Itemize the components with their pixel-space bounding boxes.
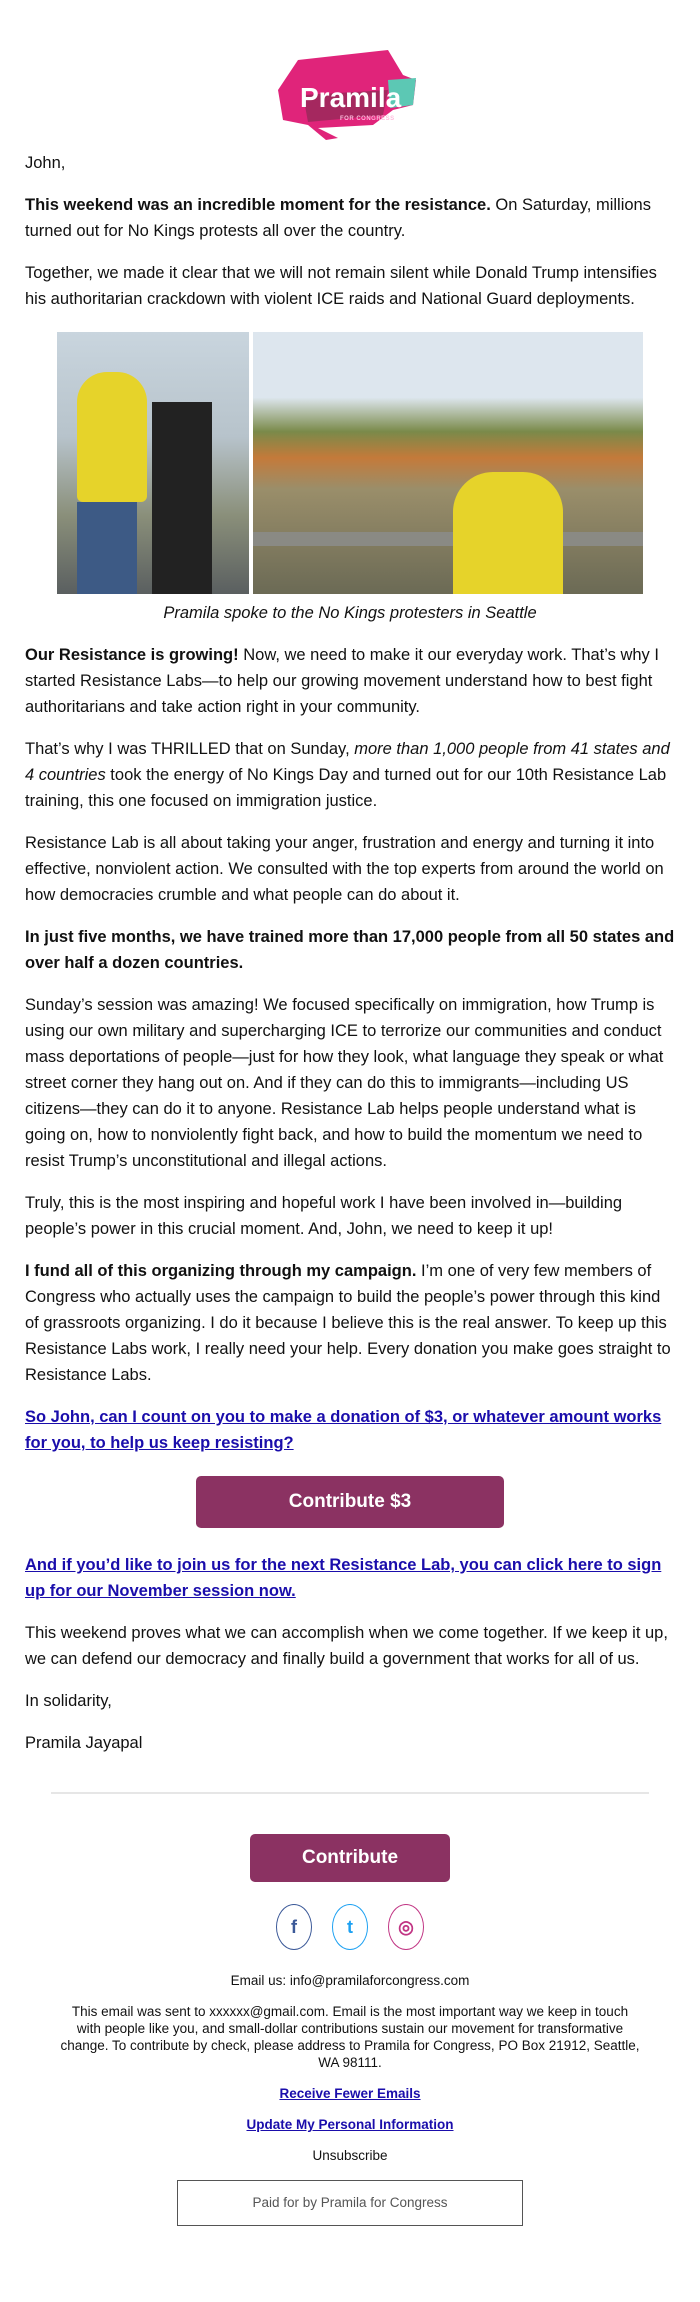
paragraph-9 (25, 1258, 675, 1388)
contribute-button[interactable]: Contribute (250, 1834, 450, 1882)
greeting: John, (25, 154, 66, 172)
facebook-icon[interactable]: f (276, 1904, 312, 1950)
p9-rest: I’m one of very few members of Congress who actually uses the campaign to build the people’s power through this kind of grassroots organizing. I do it because I believe this is the real answer. To keep up this Resistance Labs work, I really need your help. Every donation you make goes straight to Resistance Labs. (25, 1262, 671, 1384)
paragraph-4 (25, 736, 675, 814)
p9-bold: I fund all of this organizing through my campaign. (25, 1262, 417, 1280)
instagram-icon[interactable]: ◎ (388, 1904, 424, 1950)
paragraph-7: Sunday’s session was amazing! We focused specifically on immigration, how Trump is using our own military and supercharging ICE to terrorize our communities and conduct mass deportations of people—just for how they look, what language they speak or what street corner they hang out on. And if they can do this to immigrants—including US citizens—they can do it to anyone. Resistance Lab helps people understand what is going on, how to nonviolently fight back, and how to build the momentum we need to resist Trump’s unconstitutional and illegal actions. (25, 996, 664, 1170)
closing: In solidarity, (25, 1692, 112, 1710)
logo-sub: FOR CONGRESS (340, 116, 395, 122)
paragraph-1 (25, 192, 675, 244)
contact-email: Email us: info@pramilaforcongress.com (230, 1973, 470, 1988)
p4-a: That’s why I was THRILLED that on Sunday, (25, 740, 355, 758)
footer (0, 1972, 700, 2164)
divider (51, 1792, 649, 1794)
p1-bold: This weekend was an incredible moment for the resistance. (25, 196, 491, 214)
pramila-logo (0, 0, 700, 150)
paragraph-10: This weekend proves what we can accomplish when we come together. If we keep it up, we can defend our democracy and finally build a government that works for all of us. (25, 1624, 668, 1668)
p1-rest: On Saturday, millions turned out for No Kings protests all over the country. (25, 196, 651, 240)
paragraph-6 (25, 924, 675, 976)
p3-rest: Now, we need to make it our everyday work. That’s why I started Resistance Labs—to help our growing movement understand how to best fight authoritarians and take action right in your community. (25, 646, 659, 716)
signature: Pramila Jayapal (25, 1734, 143, 1752)
p3-bold: Our Resistance is growing! (25, 646, 239, 664)
unsubscribe-link[interactable]: Unsubscribe (312, 2148, 388, 2163)
paragraph-2: Together, we made it clear that we will not remain silent while Donald Trump intensifies his authoritarian crackdown with violent ICE raids and National Guard deployments. (25, 264, 657, 308)
social-links (0, 1904, 700, 1950)
receive-fewer-emails-link[interactable]: Receive Fewer Emails (279, 2086, 421, 2101)
email-body (0, 150, 700, 1756)
update-info-link[interactable]: Update My Personal Information (246, 2117, 454, 2132)
photo-podium (57, 332, 249, 594)
contribute-3-button[interactable]: Contribute $3 (196, 1476, 504, 1528)
paragraph-3 (25, 642, 675, 720)
resistance-lab-signup-link[interactable]: And if you’d like to join us for the next Resistance Lab, you can click here to sign up for our November session now. (25, 1556, 662, 1600)
photo-row (25, 332, 675, 594)
photo-crowd (253, 332, 643, 594)
donate-link[interactable]: So John, can I count on you to make a donation of $3, or whatever amount works for you, to help us keep resisting? (25, 1408, 662, 1452)
p4-italic: more than 1,000 people from 41 states and 4 countries (25, 740, 670, 784)
paragraph-5: Resistance Lab is all about taking your anger, frustration and energy and turning it into effective, nonviolent action. We consulted with the top experts from around the world on how democracies crumble and what people can do about it. (25, 834, 664, 904)
photo-caption: Pramila spoke to the No Kings protesters in Seattle (163, 604, 537, 622)
paid-for-disclaimer: Paid for by Pramila for Congress (177, 2180, 523, 2226)
p6-bold: In just five months, we have trained more than 17,000 people from all 50 states and over half a dozen countries. (25, 928, 675, 972)
p4-b: took the energy of No Kings Day and turned out for our 10th Resistance Lab training, this one focused on immigration justice. (25, 766, 667, 810)
twitter-icon[interactable]: t (332, 1904, 368, 1950)
logo-name: Pramila (300, 82, 402, 113)
paragraph-8: Truly, this is the most inspiring and hopeful work I have been involved in—building people’s power in this crucial moment. And, John, we need to keep it up! (25, 1194, 623, 1238)
footer-notice: This email was sent to xxxxxx@gmail.com. Email is the most important way we keep in touch with people like you, and small-dollar contributions sustain our movement for transformative change. To contribute by check, please address to Pramila for Congress, PO Box 21912, Seattle, WA 98111. (60, 2004, 640, 2070)
